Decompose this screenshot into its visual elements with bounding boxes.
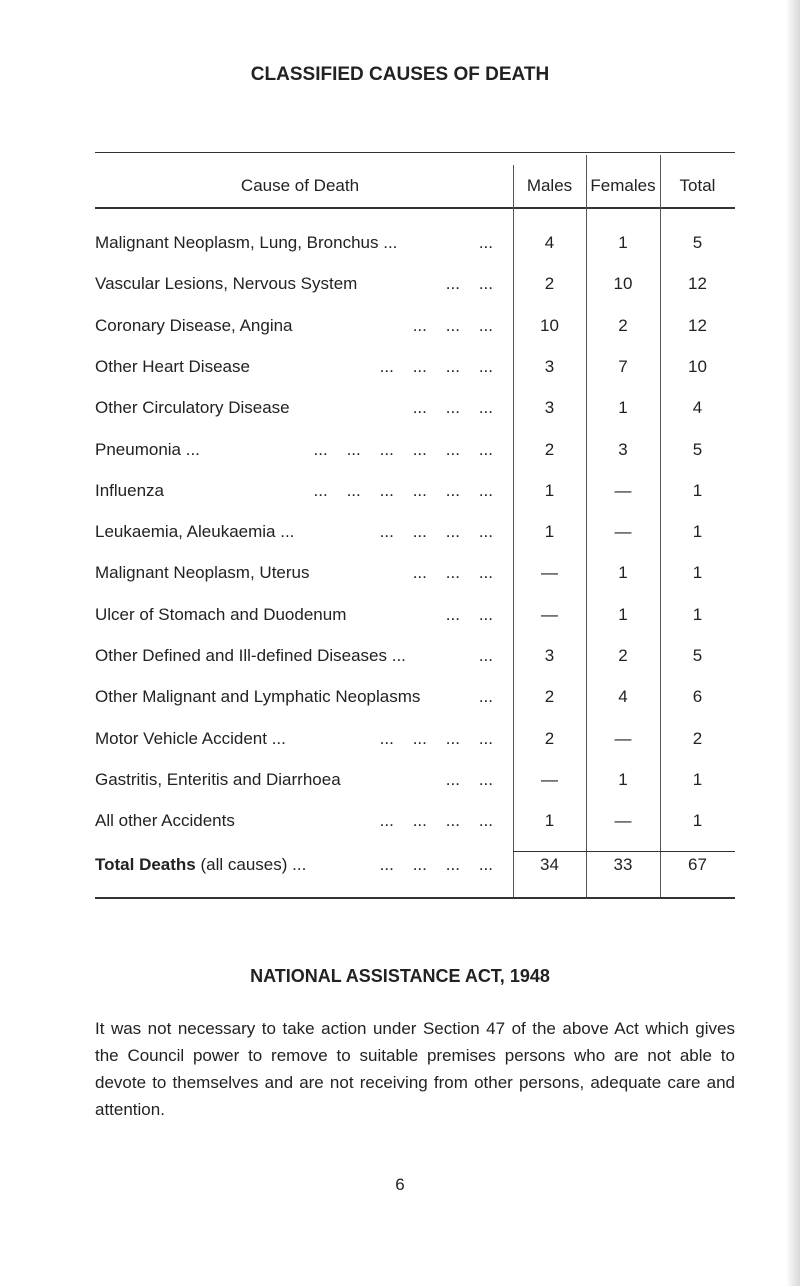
males-value: 3	[544, 356, 555, 376]
cause-cell	[95, 605, 493, 625]
females-value: 10	[613, 274, 633, 294]
cause-cell	[95, 233, 493, 253]
total-females: 33	[613, 855, 633, 874]
dot-leader: ...	[478, 233, 493, 252]
total-total: 67	[688, 855, 707, 874]
females-value: 3	[618, 439, 628, 459]
total-row-label-text	[95, 855, 306, 875]
total-value: 1	[692, 480, 703, 500]
table-top-rule	[95, 152, 735, 153]
total-deaths-bold: Total Deaths	[95, 855, 196, 874]
females-value: —	[614, 522, 632, 542]
total-value: 1	[692, 522, 703, 542]
dot-leader: ... ... ... ...	[379, 811, 493, 831]
total-value: 12	[688, 315, 707, 335]
cause-label: Leukaemia, Aleukaemia ...	[95, 522, 295, 542]
total-value: 5	[692, 439, 703, 459]
males-value: 4	[544, 233, 555, 252]
females-value: 1	[618, 398, 628, 418]
total-deaths-rest: (all causes) ...	[200, 855, 307, 874]
total-value: 1	[692, 769, 703, 789]
total-value: 5	[692, 233, 703, 252]
males-value: 2	[544, 687, 555, 707]
dot-leader: ... ... ... ...	[379, 522, 493, 542]
males-value: 3	[544, 646, 555, 665]
cause-cell	[95, 729, 493, 749]
females-value: 1	[618, 769, 628, 789]
dot-leader: ... ... ...	[412, 398, 493, 418]
males-value: 10	[540, 315, 559, 335]
males-value: —	[541, 563, 558, 583]
males-value: 1	[544, 522, 555, 542]
body-paragraph: It was not necessary to take action under Section 47 of the above Act which gives the Council power to remove to suitable premises persons who are not able to devote to themselves and are not receiving from other persons, adequate care and attention.	[95, 1019, 735, 1119]
cause-cell	[95, 316, 493, 336]
dot-leader: ... ... ...	[412, 563, 493, 583]
cause-label: Influenza	[95, 480, 164, 500]
dot-leader: ... ... ... ... ... ...	[313, 480, 493, 500]
females-value: 2	[618, 315, 628, 335]
cause-cell	[95, 522, 493, 542]
cause-cell	[95, 357, 493, 377]
cause-cell	[95, 687, 493, 707]
cause-cell	[95, 770, 493, 790]
total-row-label	[95, 855, 493, 875]
cause-label: Malignant Neoplasm, Lung, Bronchus ...	[95, 233, 398, 252]
total-value: 10	[688, 356, 707, 376]
section-title: NATIONAL ASSISTANCE ACT, 1948	[250, 966, 550, 986]
cause-label: Other Malignant and Lymphatic Neoplasms	[95, 687, 421, 707]
females-value: 4	[618, 687, 628, 707]
dot-leader: ...	[478, 687, 493, 707]
cause-label: Other Defined and Ill-defined Diseases ...	[95, 646, 406, 665]
cause-label: All other Accidents	[95, 811, 235, 831]
cause-label: Other Circulatory Disease	[95, 398, 290, 418]
females-value: 1	[618, 563, 628, 583]
dot-leader: ... ... ... ... ... ...	[313, 439, 493, 459]
total-value: 4	[692, 398, 703, 418]
total-leader: ... ... ... ...	[379, 855, 493, 874]
cause-cell	[95, 563, 493, 583]
header-females: Females	[590, 176, 656, 195]
cause-cell	[95, 481, 493, 501]
cause-label: Malignant Neoplasm, Uterus	[95, 563, 310, 583]
cause-cell	[95, 398, 493, 418]
males-value: 1	[544, 811, 555, 831]
females-value: 1	[618, 233, 628, 252]
dot-leader: ... ...	[445, 274, 493, 294]
cause-cell	[95, 440, 493, 460]
cause-label: Gastritis, Enteritis and Diarrhoea	[95, 769, 341, 789]
cause-cell	[95, 811, 493, 831]
cause-cell	[95, 274, 493, 294]
cause-label: Coronary Disease, Angina	[95, 315, 293, 335]
page-number: 6	[395, 1175, 405, 1194]
cause-label: Vascular Lesions, Nervous System	[95, 274, 358, 294]
cause-label: Motor Vehicle Accident ...	[95, 728, 286, 748]
header-males: Males	[526, 176, 573, 195]
total-value: 6	[692, 687, 703, 707]
total-value: 1	[692, 563, 703, 583]
cause-label: Pneumonia ...	[95, 439, 200, 459]
females-value: 1	[618, 604, 628, 624]
males-value: —	[541, 769, 558, 789]
females-value: —	[614, 811, 632, 831]
cause-label: Ulcer of Stomach and Duodenum	[95, 604, 347, 624]
males-value: 3	[544, 398, 555, 418]
cause-cell	[95, 646, 493, 666]
females-value: —	[614, 728, 632, 748]
page-title: CLASSIFIED CAUSES OF DEATH	[250, 64, 550, 85]
header-rule	[95, 207, 735, 209]
females-value: 7	[618, 356, 628, 376]
dot-leader: ...	[478, 646, 493, 665]
page-edge-shadow	[786, 0, 800, 1286]
total-value: 1	[692, 604, 703, 624]
dot-leader: ... ... ...	[412, 315, 493, 335]
dot-leader: ... ...	[445, 769, 493, 789]
males-value: 2	[544, 728, 555, 748]
males-value: —	[541, 604, 558, 624]
males-value: 2	[544, 439, 555, 459]
females-value: —	[614, 480, 632, 500]
dot-leader: ... ... ... ...	[379, 356, 493, 376]
table-bottom-rule	[95, 897, 735, 899]
total-value: 2	[692, 728, 703, 748]
total-males: 34	[540, 855, 559, 874]
header-cause: Cause of Death	[240, 176, 360, 195]
total-rule	[513, 851, 735, 852]
total-value: 5	[692, 646, 703, 665]
males-value: 1	[544, 480, 555, 500]
header-total: Total	[679, 176, 716, 195]
dot-leader: ... ... ... ...	[379, 728, 493, 748]
cause-label: Other Heart Disease	[95, 356, 250, 376]
females-value: 2	[618, 646, 628, 665]
total-value: 12	[688, 274, 707, 294]
males-value: 2	[544, 274, 555, 294]
dot-leader: ... ...	[445, 604, 493, 624]
total-value: 1	[692, 811, 703, 831]
